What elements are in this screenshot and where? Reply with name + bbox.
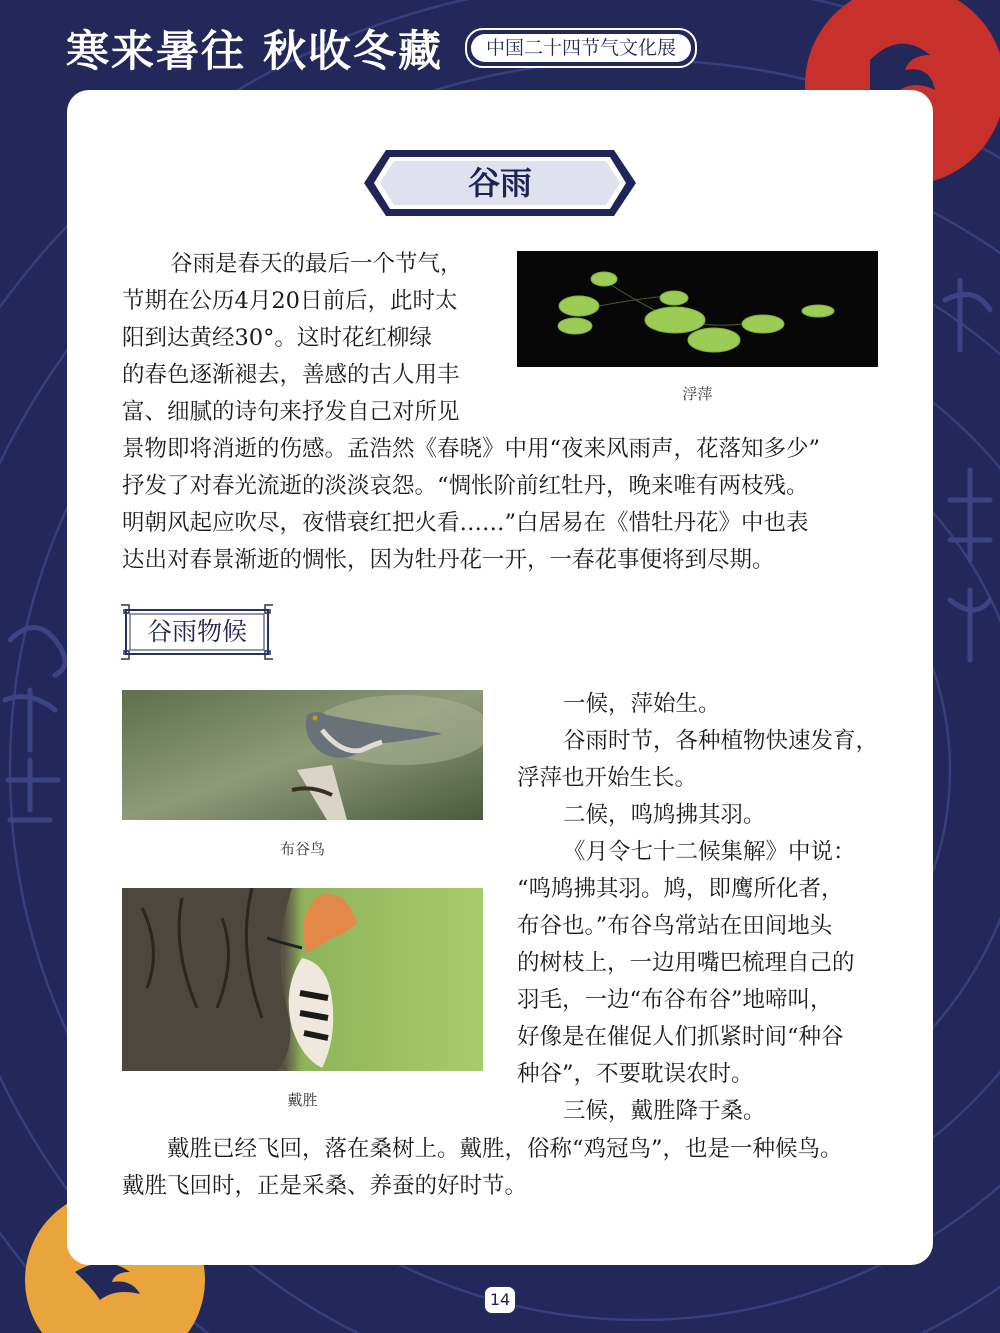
subheading-title: 谷雨物候 [146,617,247,646]
cuckoo-photo [122,690,483,820]
intro-line: 富、细腻的诗句来抒发自己对所见 [122,399,460,425]
phenology-line: 三候，戴胜降于桑。 [563,1098,766,1124]
page-number: 14 [484,1286,516,1314]
phenology-line: 种谷”，不要耽误农时。 [517,1061,754,1087]
cuckoo-caption: 布谷鸟 [279,840,325,858]
phenology-line: 羽毛，一边“布谷布谷”地啼叫， [517,987,833,1013]
phenology-line: 布谷也。”布谷鸟常站在田间地头 [517,913,833,939]
body-line: 抒发了对春光流逝的淡淡哀怨。“惆怅阶前红牡丹，晚来唯有两枝残。 [122,473,809,499]
closing-line: 戴胜飞回时，正是采桑、养蚕的好时节。 [122,1173,528,1199]
body-line: 明朝风起应吹尽，夜惜衰红把火看……”白居易在《惜牡丹花》中也表 [122,510,809,536]
phenology-line: 的树枝上，一边用嘴巴梳理自己的 [517,950,855,976]
exhibition-badge-label: 中国二十四节气文化展 [471,34,691,62]
duckweed-caption: 浮萍 [682,385,713,403]
phenology-line: 谷雨时节，各种植物快速发育， [563,728,879,754]
exhibition-badge [465,28,697,68]
intro-line: 阳到达黄经30°。这时花红柳绿 [122,325,432,351]
exhibition-title: 寒来暑往 秋收冬藏 [66,27,443,77]
phenology-line: 一候，萍始生。 [563,691,721,717]
hoopoe-caption: 戴胜 [287,1091,318,1109]
phenology-line: 浮萍也开始生长。 [517,765,698,791]
intro-line: 的春色逐渐褪去，善感的古人用丰 [122,362,460,388]
phenology-line: 二候，鸣鸠拂其羽。 [563,802,766,828]
closing-line: 戴胜已经飞回，落在桑树上。戴胜，俗称“鸡冠鸟”，也是一种候鸟。 [167,1136,843,1162]
intro-line: 节期在公历4月20日前后，此时太 [122,288,458,314]
duckweed-photo [517,251,878,367]
phenology-line: “鸣鸠拂其羽。鸠，即鹰所化者， [517,876,844,902]
intro-line: 谷雨是春天的最后一个节气， [170,251,463,277]
phenology-line: 好像是在催促人们抓紧时间“种谷 [517,1024,844,1050]
hoopoe-photo [122,888,483,1071]
section-title: 谷雨 [467,164,532,202]
body-line: 达出对春景渐逝的惆怅，因为牡丹花一开，一春花事便将到尽期。 [122,547,775,573]
body-line: 景物即将消逝的伤感。孟浩然《春晓》中用“夜来风雨声，花落知多少” [122,436,821,462]
phenology-line: 《月令七十二候集解》中说： [563,839,856,865]
